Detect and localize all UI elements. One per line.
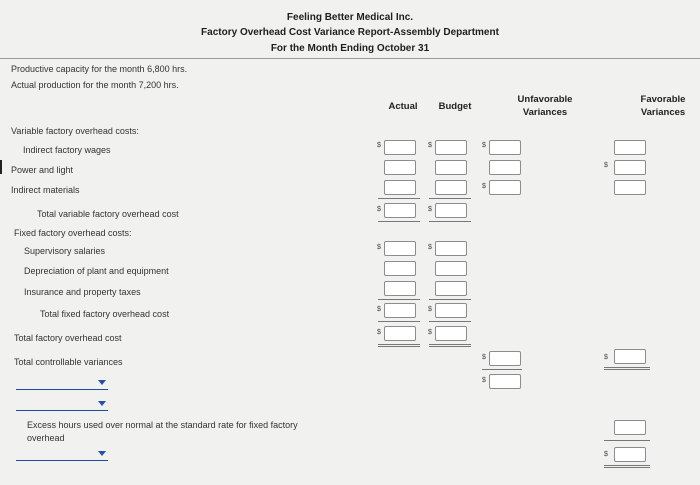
fav-excess-hours-input-2[interactable]: [614, 447, 646, 462]
fav-controllable-double-rule: [604, 367, 650, 370]
excess-hours-label: [27, 419, 298, 445]
budget-dollar-sign: $: [428, 244, 432, 251]
total-factory-label: Total factory overhead cost: [14, 333, 122, 343]
budget-dollar-sign: $: [428, 306, 432, 313]
budget-total-fixed-input[interactable]: [435, 303, 467, 318]
chevron-down-icon: [98, 401, 106, 406]
unfav-variance-2-input[interactable]: [489, 374, 521, 389]
budget-dollar-sign: $: [428, 142, 432, 149]
budget-total-variable-rule: [429, 221, 471, 222]
budget-dollar-sign: $: [428, 206, 432, 213]
budget-supervisory-input[interactable]: [435, 241, 467, 256]
col-unfavorable-line2: Variances: [522, 107, 568, 118]
chevron-down-icon: [98, 380, 106, 385]
excess-hours-label-line2: overhead: [27, 433, 65, 443]
header-divider: [0, 58, 700, 59]
supervisory-label: Supervisory salaries: [24, 246, 106, 256]
unfav-total-controllable-input[interactable]: [489, 351, 521, 366]
fav-dollar-sign: $: [604, 162, 608, 169]
budget-total-fixed-rule: [429, 321, 471, 322]
col-budget: Budget: [438, 101, 472, 112]
actual-indirect-wages-input[interactable]: [384, 140, 416, 155]
budget-depreciation-input[interactable]: [435, 261, 467, 276]
budget-total-double-rule: [429, 344, 471, 347]
col-actual: Actual: [388, 101, 418, 112]
company-name: Feeling Better Medical Inc.: [286, 12, 414, 23]
col-favorable-line1: Favorable: [640, 94, 686, 105]
indirect-wages-label: Indirect factory wages: [23, 145, 111, 155]
power-light-label: Power and light: [11, 165, 74, 175]
col-unfavorable-line1: Unfavorable: [517, 94, 573, 105]
productive-capacity-text: Productive capacity for the month 6,800 hrs.: [11, 64, 188, 74]
fixed-overhead-header: Fixed factory overhead costs:: [14, 228, 132, 238]
budget-insurance-input[interactable]: [435, 281, 467, 296]
report-period: For the Month Ending October 31: [270, 43, 430, 54]
actual-total-variable-input[interactable]: [384, 203, 416, 218]
actual-total-fixed-input[interactable]: [384, 303, 416, 318]
actual-subtotal-rule: [378, 198, 420, 199]
actual-total-variable-rule: [378, 221, 420, 222]
unfav-indirect-materials-input[interactable]: [489, 180, 521, 195]
fav-excess-hours-input-1[interactable]: [614, 420, 646, 435]
budget-dollar-sign: $: [428, 329, 432, 336]
actual-indirect-materials-input[interactable]: [384, 180, 416, 195]
unfav-dollar-sign: $: [482, 142, 486, 149]
report-title: Factory Overhead Cost Variance Report-Assembly Department: [201, 27, 499, 38]
total-fixed-label: Total fixed factory overhead cost: [40, 309, 170, 319]
actual-supervisory-input[interactable]: [384, 241, 416, 256]
unfav-dollar-sign: $: [482, 377, 486, 384]
unfav-dollar-sign: $: [482, 183, 486, 190]
fav-total-controllable-input[interactable]: [614, 349, 646, 364]
budget-power-light-input[interactable]: [435, 160, 467, 175]
fav-indirect-wages-input[interactable]: [614, 140, 646, 155]
indirect-materials-label: Indirect materials: [11, 185, 80, 195]
variable-overhead-header: Variable factory overhead costs:: [11, 126, 139, 136]
col-unfavorable: [502, 93, 588, 119]
actual-depreciation-input[interactable]: [384, 261, 416, 276]
actual-power-light-input[interactable]: [384, 160, 416, 175]
fav-dollar-sign: $: [604, 451, 608, 458]
fav-power-light-input[interactable]: [614, 160, 646, 175]
actual-insurance-input[interactable]: [384, 281, 416, 296]
insurance-label: Insurance and property taxes: [24, 287, 141, 297]
actual-total-double-rule: [378, 344, 420, 347]
actual-production-text: Actual production for the month 7,200 hrs.: [11, 80, 179, 90]
variance-label-dropdown-2[interactable]: [16, 397, 108, 411]
total-controllable-label: Total controllable variances: [14, 357, 123, 367]
actual-fixed-subtotal-rule: [378, 299, 420, 300]
unfav-rule: [482, 369, 522, 370]
actual-dollar-sign: $: [377, 206, 381, 213]
depreciation-label: Depreciation of plant and equipment: [24, 266, 169, 276]
actual-dollar-sign: $: [377, 329, 381, 336]
budget-total-factory-input[interactable]: [435, 326, 467, 341]
col-favorable: [620, 93, 700, 119]
fav-excess-double-rule: [604, 465, 650, 468]
actual-dollar-sign: $: [377, 306, 381, 313]
excess-hours-label-line1: Excess hours used over normal at the standard rate for fixed factory: [27, 420, 298, 430]
budget-subtotal-rule: [429, 198, 471, 199]
actual-total-fixed-rule: [378, 321, 420, 322]
budget-indirect-wages-input[interactable]: [435, 140, 467, 155]
left-edge-marker: [0, 160, 2, 174]
fav-indirect-materials-input[interactable]: [614, 180, 646, 195]
fav-excess-rule: [604, 440, 650, 441]
excess-hours-dropdown[interactable]: [16, 447, 108, 461]
unfav-dollar-sign: $: [482, 354, 486, 361]
actual-total-factory-input[interactable]: [384, 326, 416, 341]
budget-total-variable-input[interactable]: [435, 203, 467, 218]
budget-indirect-materials-input[interactable]: [435, 180, 467, 195]
actual-dollar-sign: $: [377, 244, 381, 251]
unfav-power-light-input[interactable]: [489, 160, 521, 175]
col-favorable-line2: Variances: [640, 107, 686, 118]
actual-dollar-sign: $: [377, 142, 381, 149]
total-variable-label: Total variable factory overhead cost: [37, 209, 179, 219]
fav-dollar-sign: $: [604, 354, 608, 361]
variance-label-dropdown-1[interactable]: [16, 376, 108, 390]
chevron-down-icon: [98, 451, 106, 456]
unfav-indirect-wages-input[interactable]: [489, 140, 521, 155]
budget-fixed-subtotal-rule: [429, 299, 471, 300]
